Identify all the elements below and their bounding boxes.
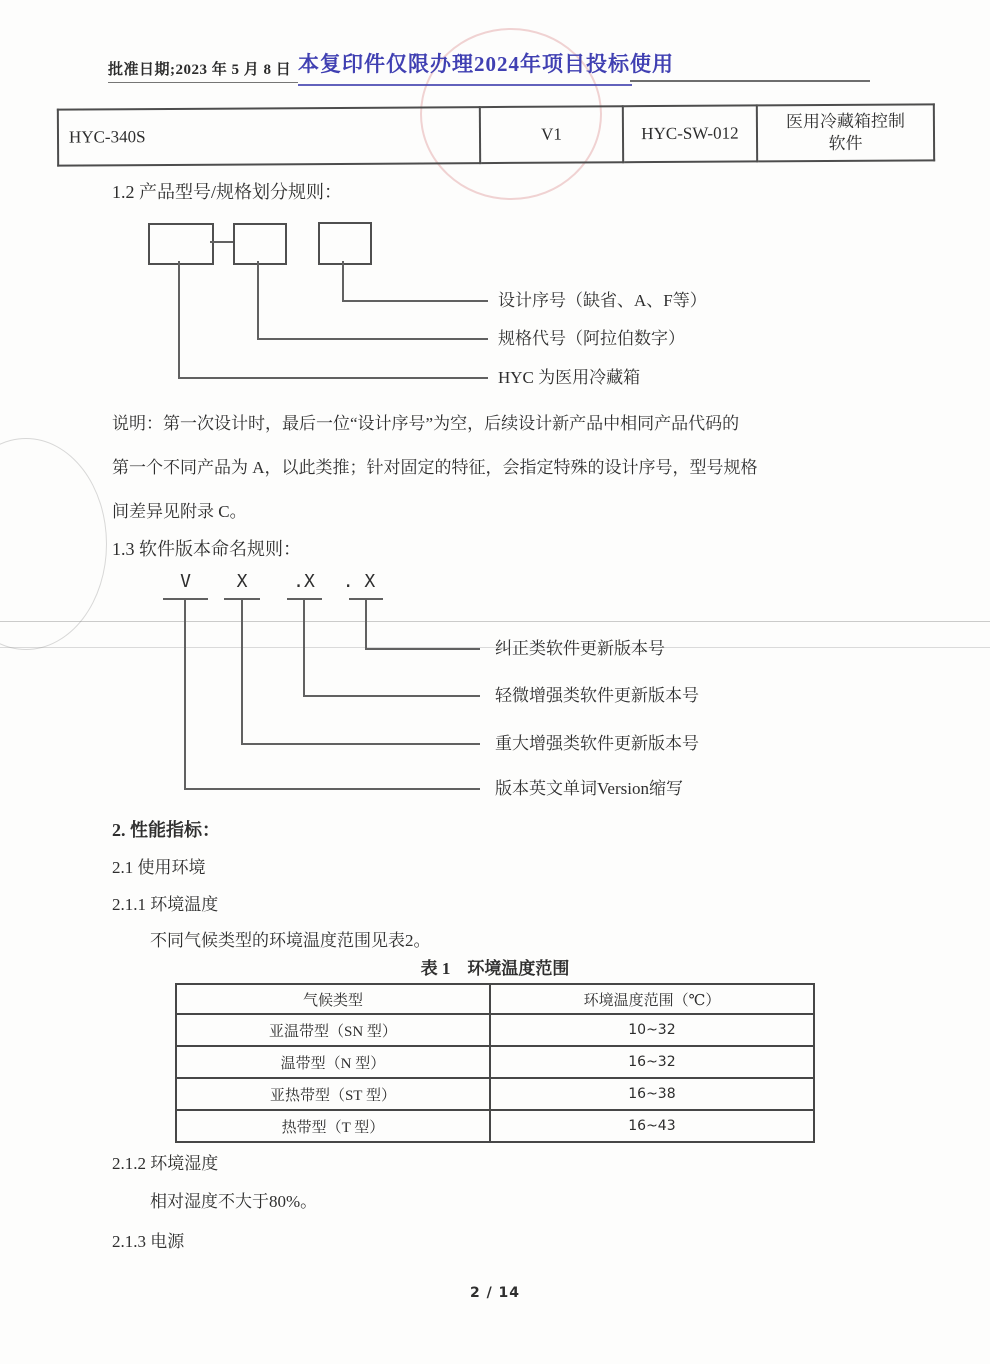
version-leader bbox=[303, 599, 305, 697]
table-row bbox=[176, 1110, 814, 1142]
version-char-x2: .X bbox=[293, 571, 315, 592]
page-number: 2 / 14 bbox=[469, 1285, 521, 1301]
model-diagram-connector bbox=[210, 241, 233, 243]
model-diagram-leader bbox=[178, 377, 488, 379]
header-model: HYC-340S bbox=[58, 107, 481, 166]
gray-smudge-artifact bbox=[0, 438, 107, 650]
table-row bbox=[176, 1014, 814, 1046]
header-doc-name-line2: 软件 bbox=[828, 133, 863, 153]
model-diagram-leader bbox=[178, 261, 180, 379]
header-rule bbox=[630, 80, 870, 82]
table-row bbox=[176, 1078, 814, 1110]
model-diagram-label-hyc: HYC 为医用冷藏箱 bbox=[498, 368, 641, 387]
section-2-1-1-body: 不同气候类型的环境温度范围见表2。 bbox=[150, 931, 431, 950]
version-leader bbox=[241, 599, 243, 745]
note-line-3: 间差异见附录 C。 bbox=[112, 502, 247, 521]
version-label-version-word: 版本英文单词Version缩写 bbox=[495, 779, 683, 798]
section-1-3-title: 1.3 软件版本命名规则： bbox=[112, 539, 301, 559]
section-2-1-title: 2.1 使用环境 bbox=[112, 858, 206, 877]
model-diagram-leader bbox=[257, 261, 259, 340]
approval-date-text: 批准日期;2023 年 5 月 8 日 bbox=[108, 62, 292, 78]
section-2-title: 2. 性能指标： bbox=[112, 820, 220, 840]
table-row bbox=[176, 1046, 814, 1078]
section-1-2-title: 1.2 产品型号/规格划分规则： bbox=[112, 182, 342, 202]
stamp-underline bbox=[298, 84, 632, 86]
table1-cell-climate: 热带型（T 型） bbox=[176, 1110, 490, 1142]
table1-header-range: 环境温度范围（℃） bbox=[490, 984, 814, 1014]
table1-title: 表 1 环境温度范围 bbox=[420, 959, 570, 978]
table1-header-row bbox=[176, 984, 814, 1014]
header-doc-name-line1: 医用冷藏箱控制 bbox=[785, 111, 906, 132]
scan-line-artifact bbox=[0, 621, 990, 622]
version-leader bbox=[365, 648, 480, 650]
version-label-major: 重大增强类软件更新版本号 bbox=[495, 734, 699, 753]
header-table bbox=[57, 103, 935, 166]
version-leader bbox=[365, 599, 367, 650]
table1 bbox=[175, 983, 815, 1143]
header-doc-name bbox=[757, 104, 934, 161]
model-diagram-label-design: 设计序号（缺省、A、F等） bbox=[498, 291, 707, 310]
note-line-2: 第一个不同产品为 A，以此类推；针对固定的特征，会指定特殊的设计序号，型号规格 bbox=[112, 458, 758, 477]
header-version: V1 bbox=[480, 106, 623, 163]
version-label-minor: 轻微增强类软件更新版本号 bbox=[495, 686, 699, 705]
version-char-x1: X bbox=[236, 571, 248, 592]
section-2-1-2-title: 2.1.2 环境湿度 bbox=[112, 1154, 219, 1173]
version-leader bbox=[303, 695, 480, 697]
model-diagram-box-2 bbox=[233, 223, 287, 265]
version-leader bbox=[184, 788, 480, 790]
model-diagram-leader bbox=[342, 300, 488, 302]
version-label-patch: 纠正类软件更新版本号 bbox=[495, 639, 665, 658]
model-diagram-label-spec: 规格代号（阿拉伯数字） bbox=[498, 329, 685, 348]
section-2-1-2-body: 相对湿度不大于80%。 bbox=[150, 1192, 318, 1211]
table1-header-climate: 气候类型 bbox=[176, 984, 490, 1014]
table1-cell-climate: 亚温带型（SN 型） bbox=[176, 1014, 490, 1046]
section-2-1-3-title: 2.1.3 电源 bbox=[112, 1232, 185, 1251]
version-leader bbox=[184, 599, 186, 790]
model-diagram-box-3 bbox=[318, 222, 372, 265]
table1-cell-climate: 温带型（N 型） bbox=[176, 1046, 490, 1078]
table1-cell-range: 16~38 bbox=[490, 1078, 814, 1110]
table1-cell-range: 16~43 bbox=[490, 1110, 814, 1142]
version-char-v: V bbox=[180, 571, 191, 592]
section-2-1-1-title: 2.1.1 环境温度 bbox=[112, 895, 219, 914]
model-diagram-leader bbox=[257, 338, 488, 340]
note-line-1: 说明：第一次设计时，最后一位“设计序号”为空，后续设计新产品中相同产品代码的 bbox=[112, 414, 740, 433]
version-leader bbox=[241, 743, 480, 745]
table1-cell-climate: 亚热带型（ST 型） bbox=[176, 1078, 490, 1110]
version-char-x3: . X bbox=[342, 571, 376, 592]
header-doc-no: HYC-SW-012 bbox=[623, 105, 758, 162]
table1-cell-range: 10~32 bbox=[490, 1014, 814, 1046]
table1-cell-range: 16~32 bbox=[490, 1046, 814, 1078]
stamp-note-text: 本复印件仅限办理2024年项目投标使用 bbox=[298, 52, 674, 76]
model-diagram-leader bbox=[342, 261, 344, 302]
approval-underline bbox=[108, 82, 298, 83]
model-diagram-box-1 bbox=[148, 223, 214, 265]
